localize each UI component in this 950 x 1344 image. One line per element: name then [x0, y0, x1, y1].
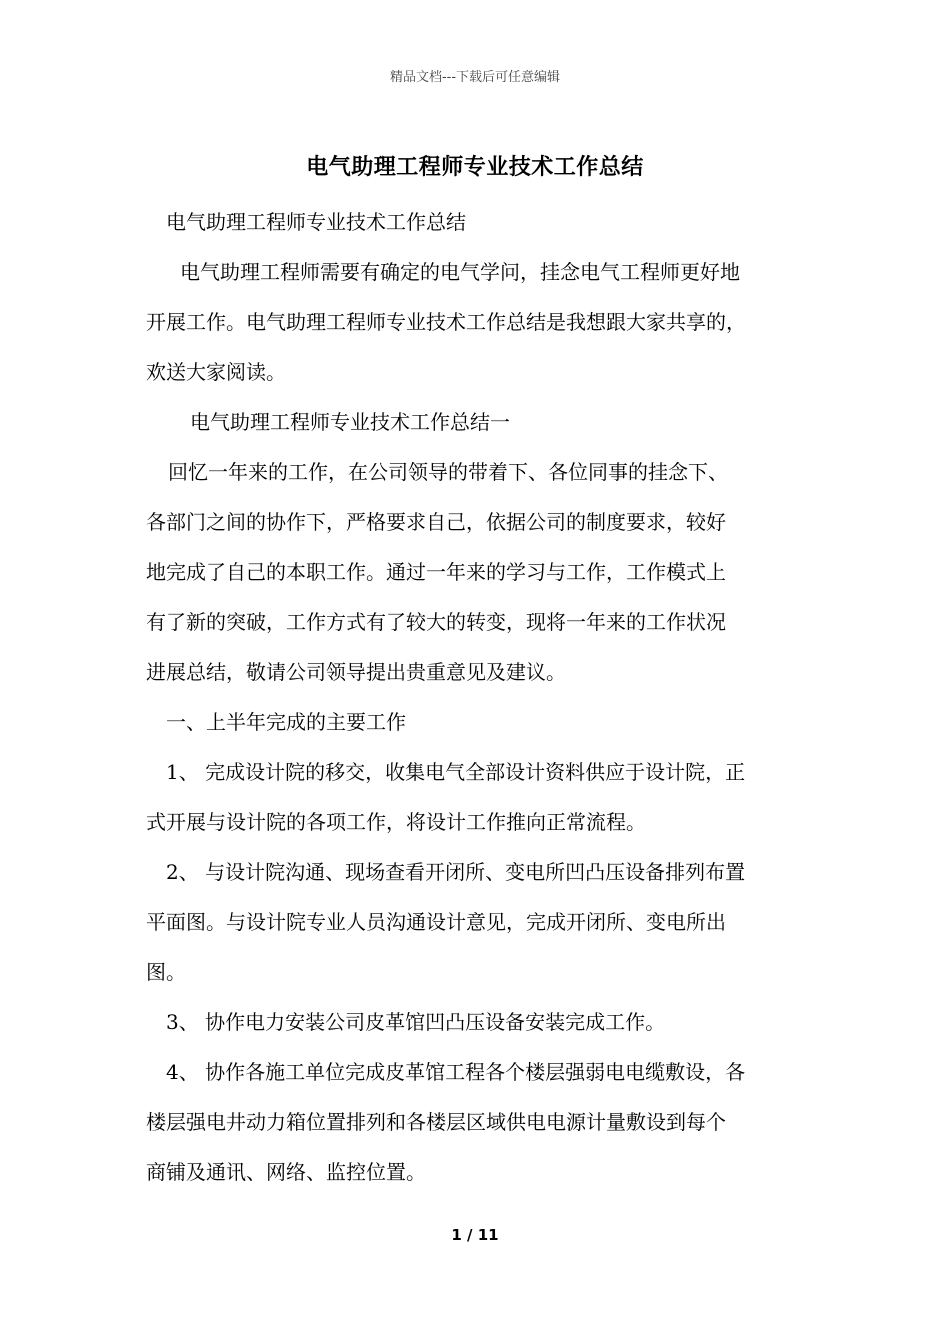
list-item: 3、 协作电力安装公司皮革馆凹凸压设备安装完成工作。 [166, 1010, 666, 1034]
section-heading: 一、上半年完成的主要工作 [166, 710, 406, 734]
paragraph-line: 商铺及通讯、网络、监控位置。 [146, 1160, 426, 1184]
paragraph-line: 地完成了自己的本职工作。通过一年来的学习与工作，工作模式上 [146, 560, 726, 584]
paragraph-line: 平面图。与设计院专业人员沟通设计意见，完成开闭所、变电所出 [146, 910, 726, 934]
paragraph-line: 各部门之间的协作下，严格要求自己，依据公司的制度要求，较好 [146, 510, 726, 534]
page-number: 1 / 11 [451, 1226, 499, 1244]
paragraph-line: 欢送大家阅读。 [146, 360, 286, 384]
subtitle-line: 电气助理工程师专业技术工作总结 [166, 210, 466, 234]
paragraph-line: 回忆一年来的工作，在公司领导的带着下、各位同事的挂念下、 [168, 460, 728, 484]
list-item: 4、 协作各施工单位完成皮革馆工程各个楼层强弱电电缆敷设，各 [166, 1060, 746, 1084]
paragraph-line: 式开展与设计院的各项工作，将设计工作推向正常流程。 [146, 810, 646, 834]
paragraph-line: 电气助理工程师需要有确定的电气学问，挂念电气工程师更好地 [180, 260, 740, 284]
paragraph-line: 图。 [146, 960, 186, 984]
list-item: 1、 完成设计院的移交，收集电气全部设计资料供应于设计院，正 [166, 760, 746, 784]
section-heading: 电气助理工程师专业技术工作总结一 [190, 410, 510, 434]
paragraph-line: 进展总结，敬请公司领导提出贵重意见及建议。 [146, 660, 566, 684]
paragraph-line: 开展工作。电气助理工程师专业技术工作总结是我想跟大家共享的， [146, 310, 746, 334]
document-title: 电气助理工程师专业技术工作总结 [306, 154, 644, 180]
page-header: 精品文档---下载后可任意编辑 [389, 70, 561, 85]
list-item: 2、 与设计院沟通、现场查看开闭所、变电所凹凸压设备排列布置 [166, 860, 746, 884]
paragraph-line: 楼层强电井动力箱位置排列和各楼层区域供电电源计量敷设到每个 [146, 1110, 726, 1134]
paragraph-line: 有了新的突破，工作方式有了较大的转变，现将一年来的工作状况 [146, 610, 726, 634]
